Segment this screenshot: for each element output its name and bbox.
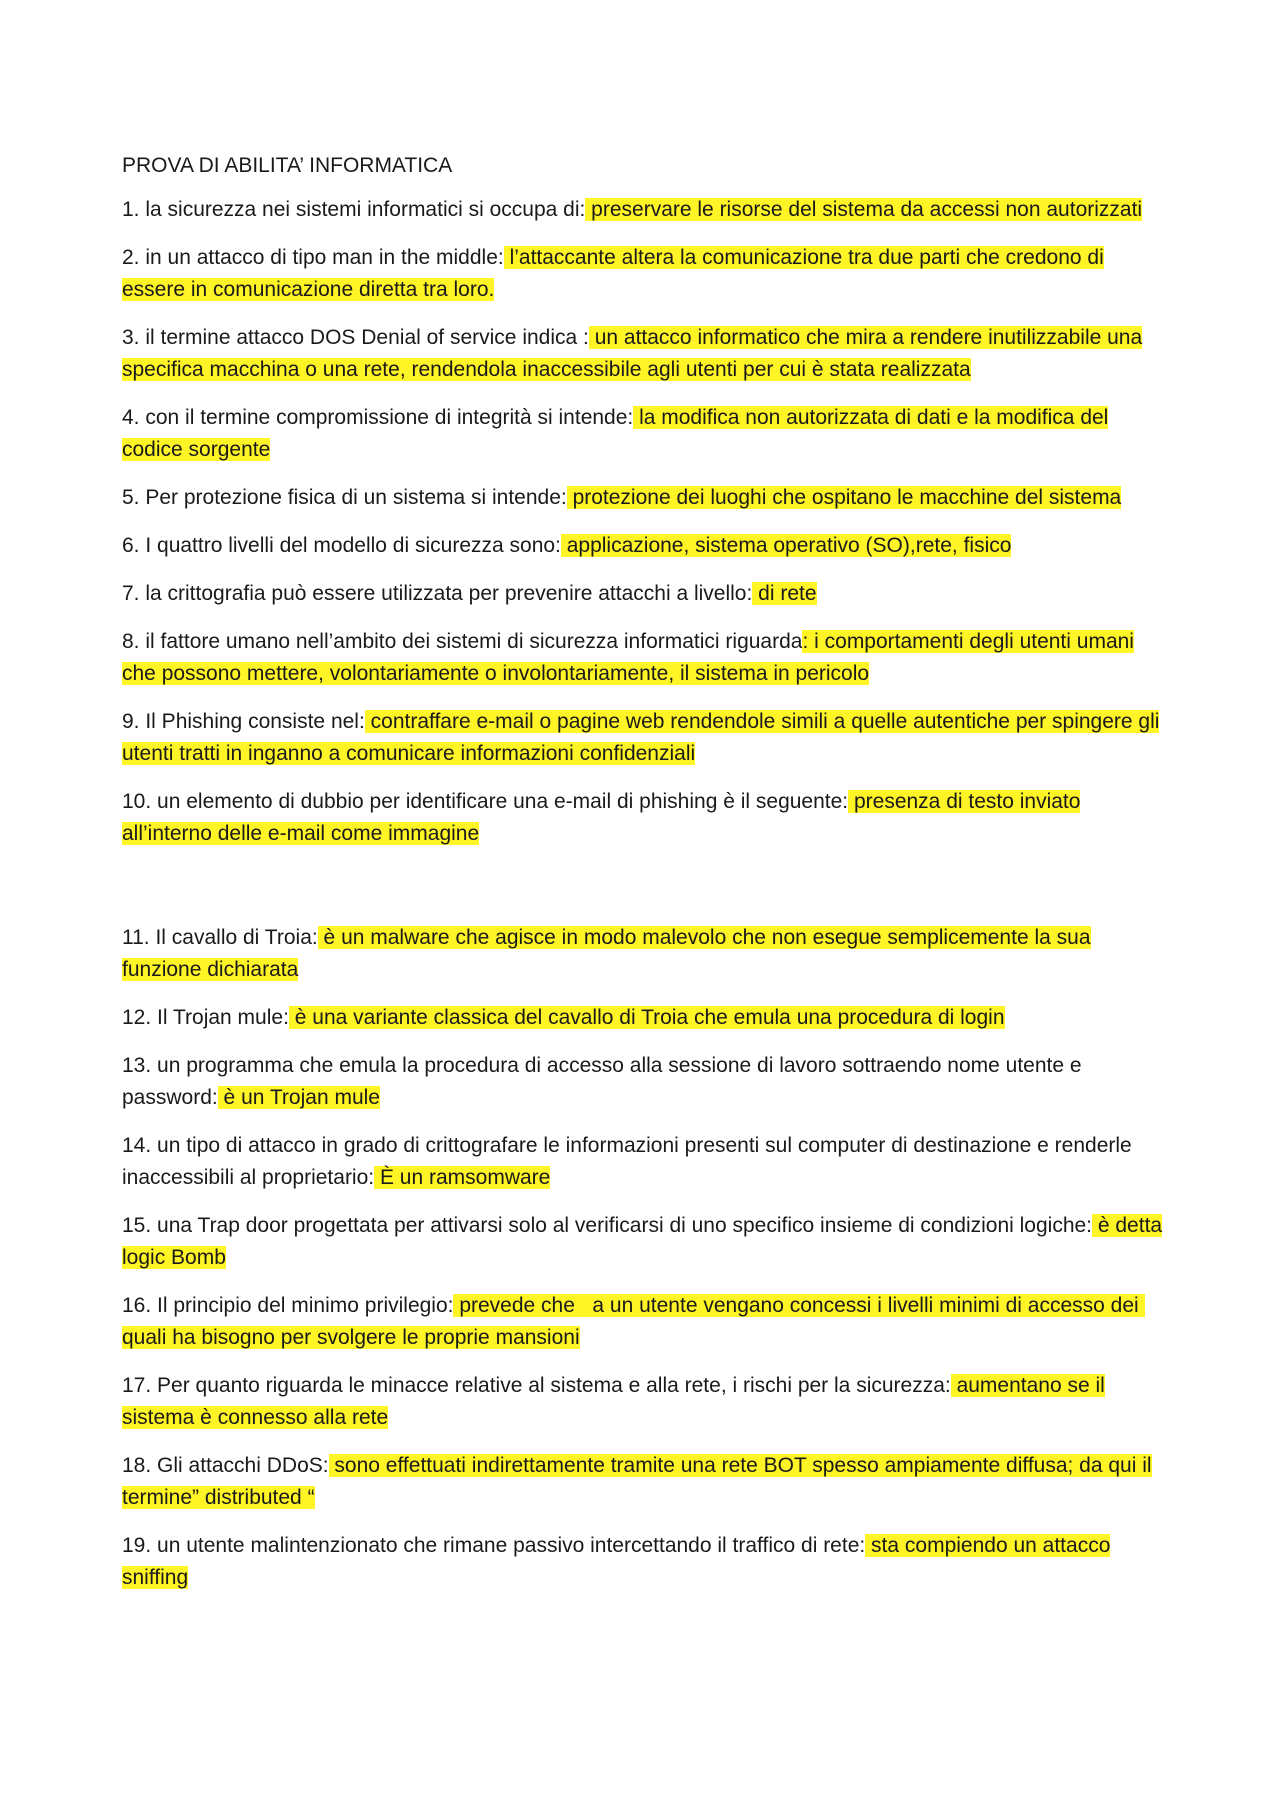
answer-highlight: È un ramsomware xyxy=(374,1166,551,1189)
answer-highlight: presenza di testo inviato all’interno delle e-mail come immagine xyxy=(122,790,1081,845)
answer-highlight: la modifica non autorizzata di dati e la modifica del codice sorgente xyxy=(122,406,1109,461)
question-text: 6. I quattro livelli del modello di sicurezza sono: xyxy=(122,534,561,557)
question-text: 1. la sicurezza nei sistemi informatici si occupa di: xyxy=(122,198,586,221)
document-page xyxy=(122,150,1172,1610)
answer-highlight: preservare le risorse del sistema da accessi non autorizzati xyxy=(585,198,1143,221)
question-item-9 xyxy=(122,706,1172,770)
question-item-11 xyxy=(122,922,1172,986)
question-text: 13. un programma che emula la procedura di accesso alla sessione di lavoro sottraendo nome utente e password: xyxy=(122,1054,1082,1109)
question-item-10 xyxy=(122,786,1172,850)
question-text: 15. una Trap door progettata per attivarsi solo al verificarsi di uno specifico insieme di condizioni logiche: xyxy=(122,1214,1093,1237)
question-item-16 xyxy=(122,1290,1172,1354)
question-item-3 xyxy=(122,322,1172,386)
question-text: 16. Il principio del minimo privilegio: xyxy=(122,1294,454,1317)
question-text: 17. Per quanto riguarda le minacce relative al sistema e alla rete, i rischi per la sicurezza: xyxy=(122,1374,951,1397)
question-text: 11. Il cavallo di Troia: xyxy=(122,926,318,949)
question-text: 10. un elemento di dubbio per identificare una e-mail di phishing è il seguente: xyxy=(122,790,849,813)
question-item-15 xyxy=(122,1210,1172,1274)
question-text: 2. in un attacco di tipo man in the middle: xyxy=(122,246,504,269)
question-text: 3. il termine attacco DOS Denial of service indica : xyxy=(122,326,589,349)
answer-highlight: è un malware che agisce in modo malevolo che non esegue semplicemente la sua funzione dichiarata xyxy=(122,926,1091,981)
question-item-13 xyxy=(122,1050,1172,1114)
answer-highlight: è detta logic Bomb xyxy=(122,1214,1163,1269)
question-item-4 xyxy=(122,402,1172,466)
question-item-6 xyxy=(122,530,1172,562)
question-text: 12. Il Trojan mule: xyxy=(122,1006,289,1029)
answer-highlight: aumentano se il sistema è connesso alla rete xyxy=(122,1374,1105,1429)
question-text: 4. con il termine compromissione di integrità si intende: xyxy=(122,406,634,429)
answer-highlight: : i comportamenti degli utenti umani che possono mettere, volontariamente o involontariamente, il sistema in pericolo xyxy=(122,630,1134,685)
question-text: 5. Per protezione fisica di un sistema si intende: xyxy=(122,486,567,509)
question-text: 19. un utente malintenzionato che rimane passivo intercettando il traffico di rete: xyxy=(122,1534,866,1557)
answer-highlight: contraffare e-mail o pagine web rendendole simili a quelle autentiche per spingere gli utenti tratti in inganno a comunicare informazioni confidenziali xyxy=(122,710,1160,765)
answer-highlight: è una variante classica del cavallo di Troia che emula una procedura di login xyxy=(288,1006,1005,1029)
answer-highlight: un attacco informatico che mira a rendere inutilizzabile una specifica macchina o una rete, rendendola inaccessibile agli utenti per cui è stata realizzata xyxy=(122,326,1143,381)
document-title: PROVA DI ABILITA’ INFORMATICA xyxy=(122,154,453,177)
question-item-7 xyxy=(122,578,1172,610)
answer-highlight: sta compiendo un attacco sniffing xyxy=(122,1534,1111,1589)
question-text: 9. Il Phishing consiste nel: xyxy=(122,710,365,733)
question-item-18 xyxy=(122,1450,1172,1514)
question-text: 8. il fattore umano nell’ambito dei sistemi di sicurezza informatici riguarda xyxy=(122,630,803,653)
question-text: 14. un tipo di attacco in grado di crittografare le informazioni presenti sul computer di destinazione e renderle inaccessibili al proprietario: xyxy=(122,1134,1132,1189)
answer-highlight: è un Trojan mule xyxy=(217,1086,380,1109)
question-text: 7. la crittografia può essere utilizzata per prevenire attacchi a livello: xyxy=(122,582,753,605)
answer-highlight: applicazione, sistema operativo (SO),rete, fisico xyxy=(560,534,1012,557)
question-item-12 xyxy=(122,1002,1172,1034)
answer-highlight: protezione dei luoghi che ospitano le macchine del sistema xyxy=(566,486,1122,509)
question-item-2 xyxy=(122,242,1172,306)
answer-highlight: di rete xyxy=(752,582,817,605)
answer-highlight: prevede che a un utente vengano concessi i livelli minimi di accesso dei quali ha bisogno per svolgere le proprie mansioni xyxy=(122,1294,1145,1349)
question-item-19 xyxy=(122,1530,1172,1594)
question-item-1 xyxy=(122,194,1172,226)
answer-highlight: sono effettuati indirettamente tramite una rete BOT spesso ampiamente diffusa; da qui il termine” distributed “ xyxy=(122,1454,1152,1509)
question-text: 18. Gli attacchi DDoS: xyxy=(122,1454,329,1477)
question-item-8 xyxy=(122,626,1172,690)
answer-highlight: l’attaccante altera la comunicazione tra due parti che credono di essere in comunicazione diretta tra loro. xyxy=(122,246,1104,301)
question-item-5 xyxy=(122,482,1172,514)
question-item-17 xyxy=(122,1370,1172,1434)
section-spacer xyxy=(122,866,1172,922)
question-item-14 xyxy=(122,1130,1172,1194)
